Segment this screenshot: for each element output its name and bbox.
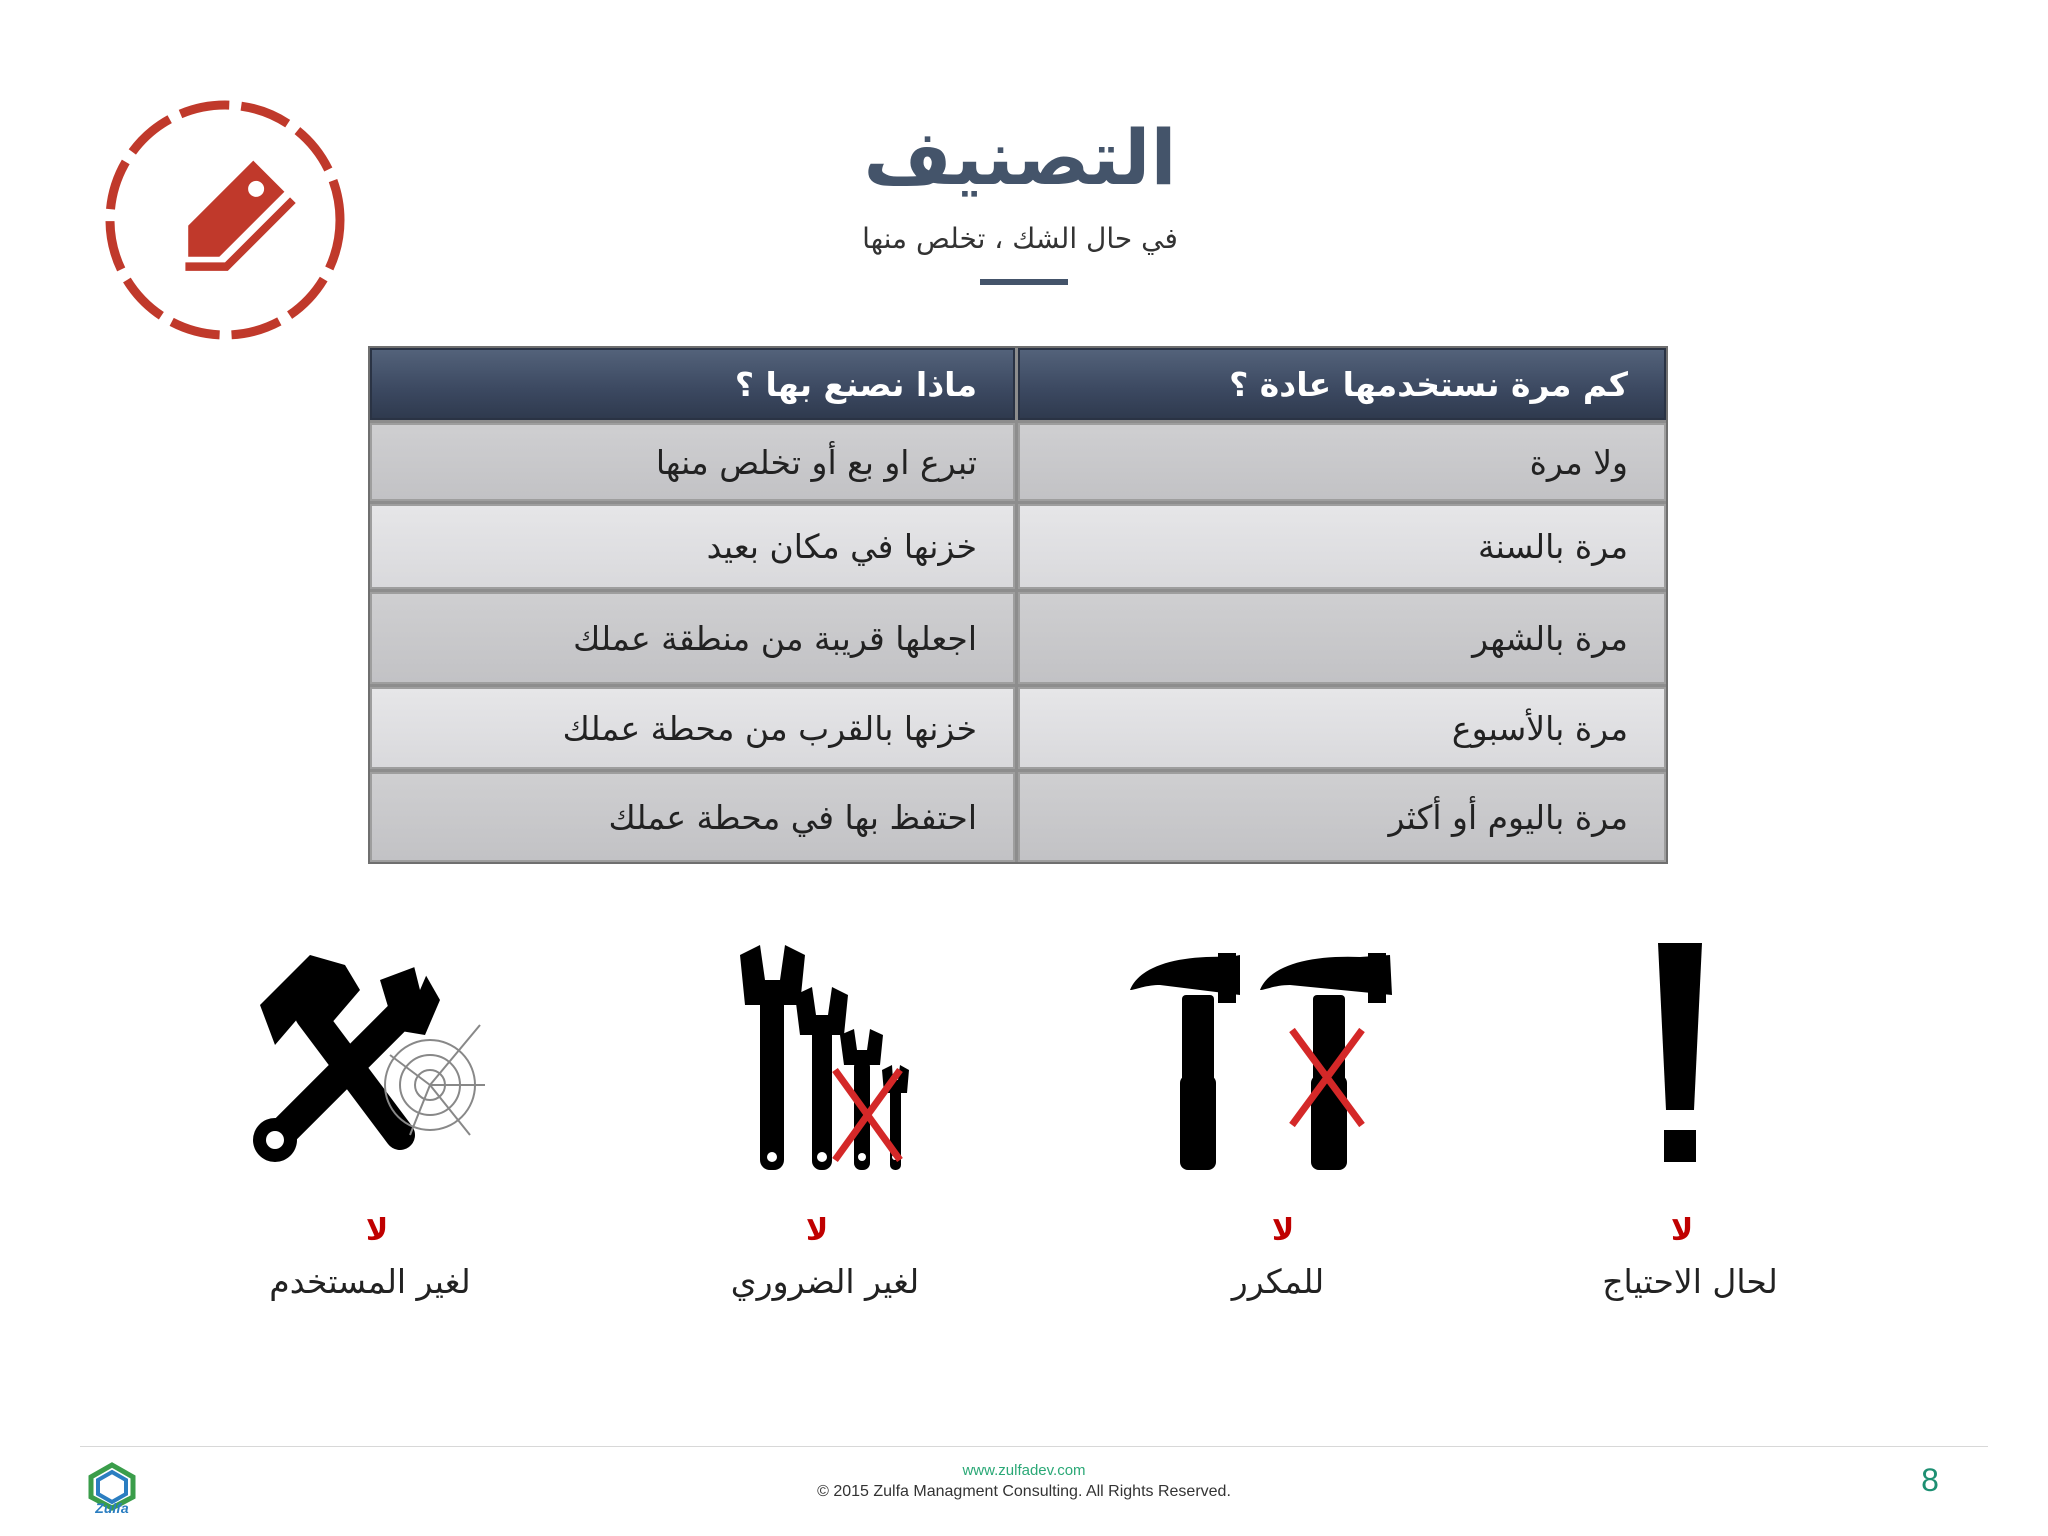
table-header-row	[370, 348, 1666, 420]
table-row	[370, 592, 1666, 684]
footer-copyright: © 2015 Zulfa Managment Consulting. All Rights Reserved.	[817, 1483, 1231, 1500]
wrenches-crossed-icon	[720, 935, 920, 1185]
classification-table	[368, 346, 1668, 864]
footer-divider	[80, 1446, 1988, 1447]
frequency-cell: مرة بالأسبوع	[1018, 687, 1666, 769]
table-row	[370, 772, 1666, 862]
category-label-duplicate: للمكرر	[1231, 1262, 1325, 1301]
action-cell: خزنها في مكان بعيد	[370, 504, 1015, 589]
frequency-cell: ولا مرة	[1018, 423, 1666, 501]
header-frequency: كم مرة نستخدمها عادة ؟	[1018, 348, 1666, 420]
action-cell: خزنها بالقرب من محطة عملك	[370, 687, 1015, 769]
tools-with-cobweb-icon	[250, 935, 490, 1185]
action-cell: اجعلها قريبة من منطقة عملك	[370, 592, 1015, 684]
header-action: ماذا نصنع بها ؟	[370, 348, 1015, 420]
action-cell: تبرع او بع أو تخلص منها	[370, 423, 1015, 501]
table-row	[370, 687, 1666, 769]
no-label: لا	[1271, 1213, 1295, 1248]
frequency-cell: مرة باليوم أو أكثر	[1018, 772, 1666, 862]
no-label: لا	[365, 1213, 389, 1248]
table-row	[370, 423, 1666, 501]
no-label: لا	[805, 1213, 829, 1248]
frequency-cell: مرة بالسنة	[1018, 504, 1666, 589]
category-label-unnecessary: لغير الضروري	[730, 1262, 920, 1301]
hammers-crossed-icon	[1130, 935, 1400, 1185]
page-number: 8	[1921, 1462, 1939, 1498]
frequency-cell: مرة بالشهر	[1018, 592, 1666, 684]
category-label-just-in-case: لحال الاحتياج	[1602, 1262, 1778, 1301]
zulfa-logo-text: Zulfa	[95, 1500, 129, 1516]
page-subtitle: في حال الشك ، تخلص منها	[862, 222, 1178, 255]
category-label-unused: لغير المستخدم	[269, 1262, 471, 1301]
price-tag-icon	[100, 95, 350, 345]
exclamation-icon	[1630, 935, 1730, 1185]
table-row	[370, 504, 1666, 589]
no-label: لا	[1670, 1213, 1694, 1248]
page-title: التصنيف	[863, 113, 1177, 202]
action-cell: احتفظ بها في محطة عملك	[370, 772, 1015, 862]
title-underline	[980, 279, 1068, 285]
footer-url[interactable]: www.zulfadev.com	[962, 1462, 1086, 1479]
